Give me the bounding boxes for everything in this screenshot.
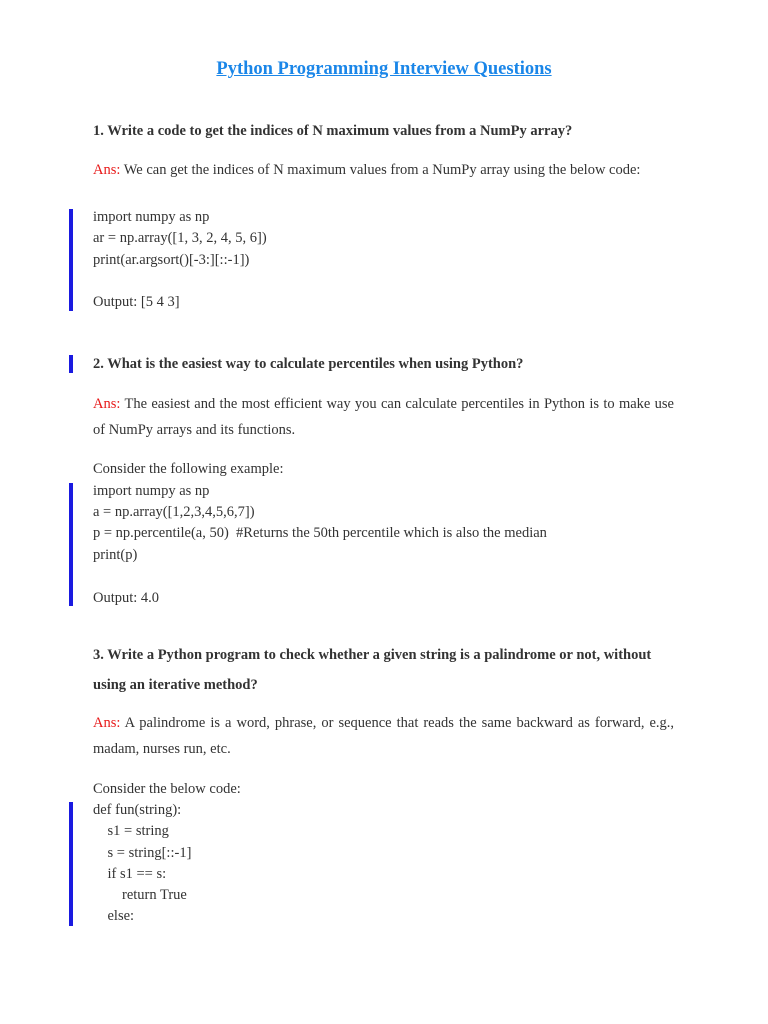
code-line: s1 = string xyxy=(93,823,169,839)
page-title: Python Programming Interview Questions xyxy=(216,59,552,79)
code-line: def fun(string): xyxy=(93,802,182,818)
question-marker-bar xyxy=(69,355,73,373)
code-block-bar xyxy=(69,209,73,311)
question-2: 2. What is the easiest way to calculate percentiles when using Python? xyxy=(93,356,524,372)
code-line: return True xyxy=(93,887,187,903)
answer-2 xyxy=(93,391,674,443)
intro-line: Consider the below code: xyxy=(93,781,241,797)
code-line: ar = np.array([1, 3, 2, 4, 5, 6]) xyxy=(93,230,267,246)
intro-line: Consider the following example: xyxy=(93,461,284,477)
code-line: import numpy as np xyxy=(93,209,210,225)
question-1: 1. Write a code to get the indices of N maximum values from a NumPy array? xyxy=(93,123,573,139)
answer-3-text: A palindrome is a word, phrase, or sequence that reads the same backward as forward, e.g., madam, nurses run, etc. xyxy=(93,715,675,757)
answer-3 xyxy=(93,710,674,762)
code-block-bar xyxy=(69,483,73,606)
ans-label: Ans: xyxy=(93,396,121,412)
ans-label: Ans: xyxy=(93,715,121,731)
answer-1 xyxy=(93,157,674,183)
code-line: if s1 == s: xyxy=(93,866,167,882)
code-line: a = np.array([1,2,3,4,5,6,7]) xyxy=(93,504,255,520)
question-3: 3. Write a Python program to check whether a given string is a palindrome or not, without using an iterative method? xyxy=(93,647,652,693)
ans-label: Ans: xyxy=(93,162,121,178)
code-line: print(ar.argsort()[-3:][::-1]) xyxy=(93,252,250,268)
output-line: Output: [5 4 3] xyxy=(93,294,180,310)
code-line: import numpy as np xyxy=(93,483,210,499)
code-line: else: xyxy=(93,908,135,924)
answer-1-text: We can get the indices of N maximum values from a NumPy array using the below code: xyxy=(123,162,641,178)
code-line: p = np.percentile(a, 50) #Returns the 50th percentile which is also the median xyxy=(93,525,547,541)
code-block-bar xyxy=(69,802,73,926)
answer-2-text: The easiest and the most efficient way you can calculate percentiles in Python is to make use of NumPy arrays and its functions. xyxy=(93,396,674,438)
code-line: s = string[::-1] xyxy=(93,845,192,861)
code-line: print(p) xyxy=(93,547,138,563)
output-line: Output: 4.0 xyxy=(93,590,160,606)
